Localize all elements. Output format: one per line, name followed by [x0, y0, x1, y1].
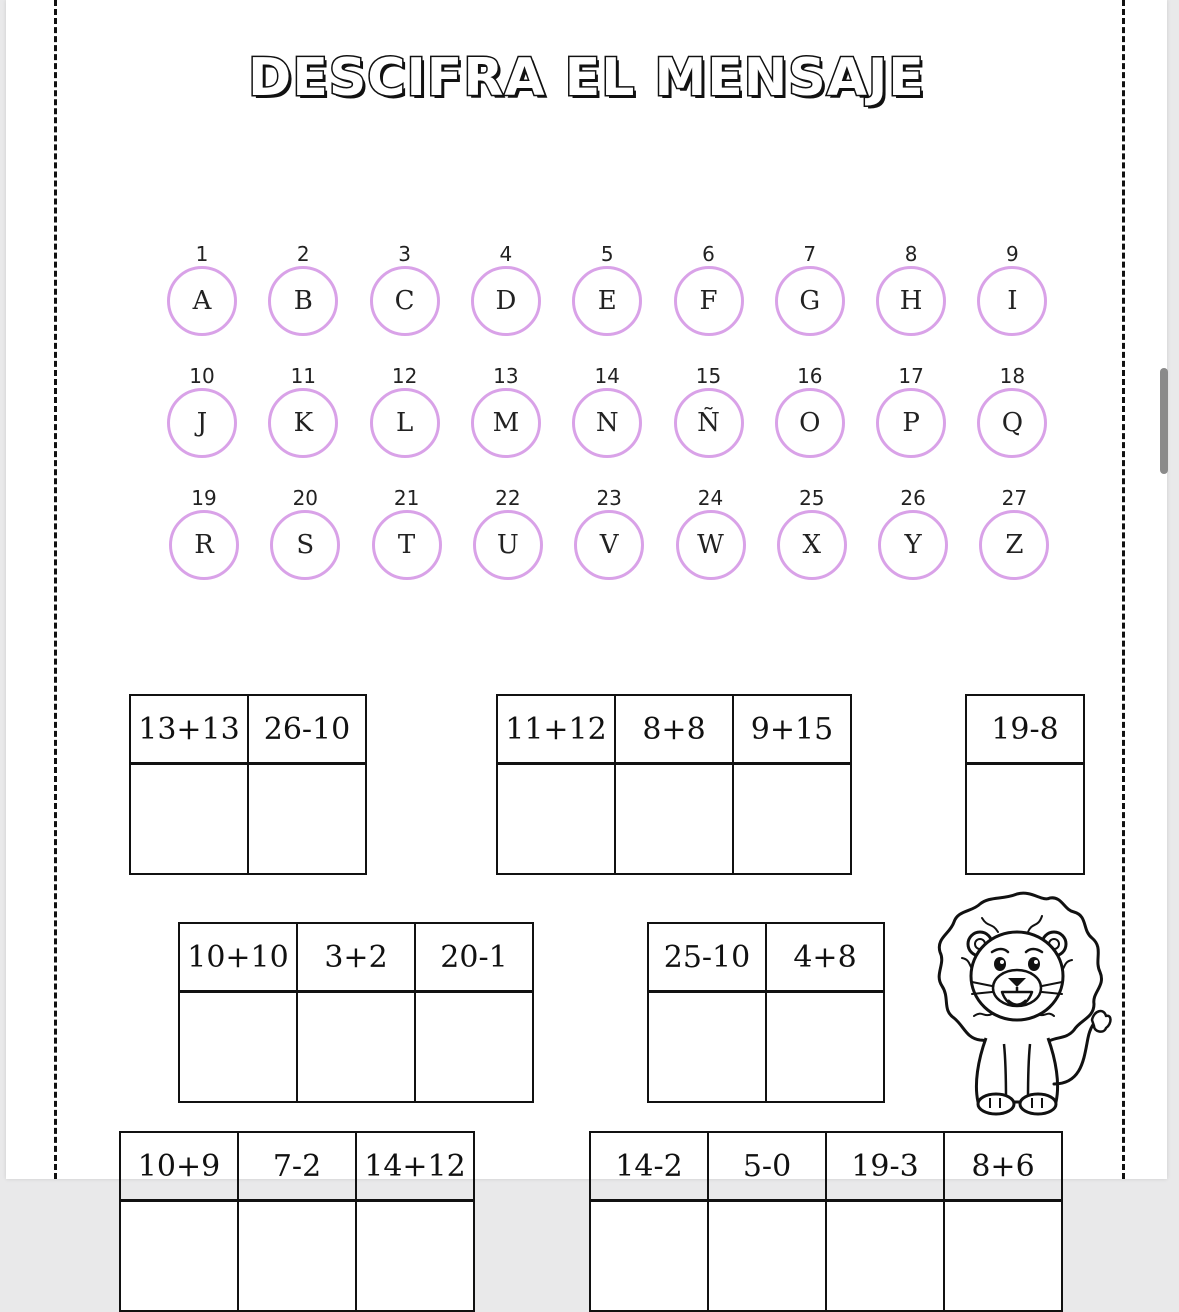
letter-key-item: [569, 364, 645, 464]
word-puzzle-box: [119, 1131, 475, 1312]
letter-circle: S: [270, 510, 340, 580]
answer-cell[interactable]: [734, 765, 850, 873]
letter-key-item: [873, 242, 949, 342]
letter-circle: A: [167, 266, 237, 336]
letter-number: 24: [697, 486, 724, 510]
letter-number: 2: [296, 242, 310, 266]
puzzle-column: [416, 924, 532, 1101]
letter-circle: I: [977, 266, 1047, 336]
answer-cell[interactable]: [945, 1202, 1061, 1310]
answer-cell[interactable]: [249, 765, 365, 873]
page-title: DESCIFRA EL MENSAJE: [248, 48, 925, 108]
letter-key-item: [976, 486, 1052, 586]
letter-number: 16: [797, 364, 823, 388]
letter-number: 25: [799, 486, 825, 510]
letter-key-item: [571, 486, 647, 586]
puzzle-column: [945, 1133, 1061, 1310]
math-operation: 3+2: [298, 924, 414, 993]
letter-circle: R: [169, 510, 239, 580]
letter-number: 5: [600, 242, 614, 266]
math-operation: 8+8: [616, 696, 732, 765]
puzzle-column: [180, 924, 298, 1101]
puzzle-column: [767, 924, 883, 1101]
math-operation: 9+15: [734, 696, 850, 765]
letter-key-item: [772, 364, 848, 464]
puzzle-column: [249, 696, 365, 873]
letter-number: 20: [292, 486, 319, 510]
math-operation: 11+12: [498, 696, 614, 765]
letter-number: 9: [1006, 242, 1019, 266]
puzzle-column: [298, 924, 416, 1101]
puzzle-column: [121, 1133, 239, 1310]
answer-cell[interactable]: [239, 1202, 355, 1310]
letter-key-item: [166, 486, 242, 586]
letter-number: 23: [596, 486, 622, 510]
puzzle-column: [616, 696, 734, 873]
letter-number: 3: [398, 242, 411, 266]
puzzle-column: [734, 696, 850, 873]
math-operation: 14+12: [357, 1133, 473, 1202]
word-puzzle-box: [129, 694, 367, 875]
letter-number: 19: [191, 486, 217, 510]
letter-circle: U: [473, 510, 543, 580]
lion-icon: [922, 888, 1112, 1118]
letter-circle: G: [775, 266, 845, 336]
letter-circle: O: [775, 388, 845, 458]
answer-cell[interactable]: [709, 1202, 825, 1310]
letter-circle: M: [471, 388, 541, 458]
word-puzzle-box: [178, 922, 534, 1103]
letter-number: 6: [702, 242, 715, 266]
answer-cell[interactable]: [357, 1202, 473, 1310]
letter-circle: Z: [979, 510, 1049, 580]
letter-circle: X: [777, 510, 847, 580]
letter-key-item: [873, 364, 949, 464]
letter-circle: N: [572, 388, 642, 458]
letter-circle: K: [268, 388, 338, 458]
letter-number: 1: [195, 242, 209, 266]
puzzle-column: [131, 696, 249, 873]
word-puzzle-box: [496, 694, 852, 875]
worksheet-page: [6, 0, 1167, 1184]
answer-cell[interactable]: [591, 1202, 707, 1310]
letter-key-item: [875, 486, 951, 586]
letter-key-item: [164, 242, 240, 342]
letter-key-item: [974, 364, 1050, 464]
word-puzzle-box: [647, 922, 885, 1103]
letter-number: 10: [189, 364, 215, 388]
letter-key-item: [974, 242, 1050, 342]
letter-number: 4: [499, 242, 513, 266]
letter-number: 11: [290, 364, 317, 388]
math-operation: 20-1: [416, 924, 532, 993]
answer-cell[interactable]: [616, 765, 732, 873]
answer-cell[interactable]: [121, 1202, 237, 1310]
math-operation: 19-3: [827, 1133, 943, 1202]
letter-key-item: [673, 486, 749, 586]
letter-key-item: [267, 486, 343, 586]
letter-circle: C: [370, 266, 440, 336]
letter-number: 8: [904, 242, 918, 266]
answer-cell[interactable]: [416, 993, 532, 1101]
math-operation: 14-2: [591, 1133, 707, 1202]
word-puzzle-box: [965, 694, 1085, 875]
math-operation: 8+6: [945, 1133, 1061, 1202]
math-operation: 26-10: [249, 696, 365, 765]
puzzle-column: [709, 1133, 827, 1310]
word-puzzle-box: [589, 1131, 1063, 1312]
puzzle-column: [239, 1133, 357, 1310]
answer-cell[interactable]: [767, 993, 883, 1101]
dashed-border-left: [54, 0, 57, 1179]
letter-number: 21: [393, 486, 420, 510]
letter-key-item: [265, 364, 341, 464]
math-operation: 10+10: [180, 924, 296, 993]
letter-circle: J: [167, 388, 237, 458]
math-operation: 19-8: [967, 696, 1083, 765]
puzzle-column: [649, 924, 767, 1101]
puzzle-column: [967, 696, 1083, 873]
letter-circle: B: [268, 266, 338, 336]
math-operation: 25-10: [649, 924, 765, 993]
letter-key-item: [468, 364, 544, 464]
letter-circle: D: [471, 266, 541, 336]
dashed-border-right: [1122, 0, 1125, 1179]
math-operation: 5-0: [709, 1133, 825, 1202]
letter-number: 7: [803, 242, 817, 266]
letter-circle: E: [572, 266, 642, 336]
answer-cell[interactable]: [827, 1202, 943, 1310]
letter-circle: T: [372, 510, 442, 580]
letter-key-item: [367, 364, 443, 464]
puzzle-column: [357, 1133, 473, 1310]
puzzle-column: [591, 1133, 709, 1310]
scrollbar-thumb[interactable]: [1160, 368, 1168, 474]
answer-cell[interactable]: [180, 993, 296, 1101]
math-operation: 13+13: [131, 696, 247, 765]
letter-key-item: [468, 242, 544, 342]
puzzle-column: [827, 1133, 945, 1310]
letter-circle: H: [876, 266, 946, 336]
letter-key-item: [265, 242, 341, 342]
puzzle-column: [498, 696, 616, 873]
letter-key-item: [367, 242, 443, 342]
letter-key-item: [671, 242, 747, 342]
letter-number: 12: [391, 364, 418, 388]
letter-key-item: [569, 242, 645, 342]
letter-number: 26: [900, 486, 926, 510]
letter-key-item: [774, 486, 850, 586]
letter-key-item: [164, 364, 240, 464]
answer-cell[interactable]: [967, 765, 1083, 873]
letter-circle: L: [370, 388, 440, 458]
math-operation: 7-2: [239, 1133, 355, 1202]
letter-number: 15: [695, 364, 722, 388]
letter-number: 14: [594, 364, 620, 388]
answer-cell[interactable]: [498, 765, 614, 873]
math-operation: 4+8: [767, 924, 883, 993]
letter-circle: Y: [878, 510, 948, 580]
letter-circle: Ñ: [674, 388, 744, 458]
letter-number: 18: [999, 364, 1026, 388]
letter-key-item: [369, 486, 445, 586]
letter-circle: V: [574, 510, 644, 580]
letter-key-item: [671, 364, 747, 464]
letter-number: 27: [1001, 486, 1028, 510]
answer-cell[interactable]: [298, 993, 414, 1101]
letter-key-item: [470, 486, 546, 586]
answer-cell[interactable]: [649, 993, 765, 1101]
letter-number: 22: [495, 486, 521, 510]
letter-circle: F: [674, 266, 744, 336]
letter-number: 13: [493, 364, 519, 388]
letter-key-item: [772, 242, 848, 342]
letter-circle: P: [876, 388, 946, 458]
letter-number: 17: [898, 364, 924, 388]
math-operation: 10+9: [121, 1133, 237, 1202]
letter-circle: W: [676, 510, 746, 580]
answer-cell[interactable]: [131, 765, 247, 873]
letter-circle: Q: [977, 388, 1047, 458]
